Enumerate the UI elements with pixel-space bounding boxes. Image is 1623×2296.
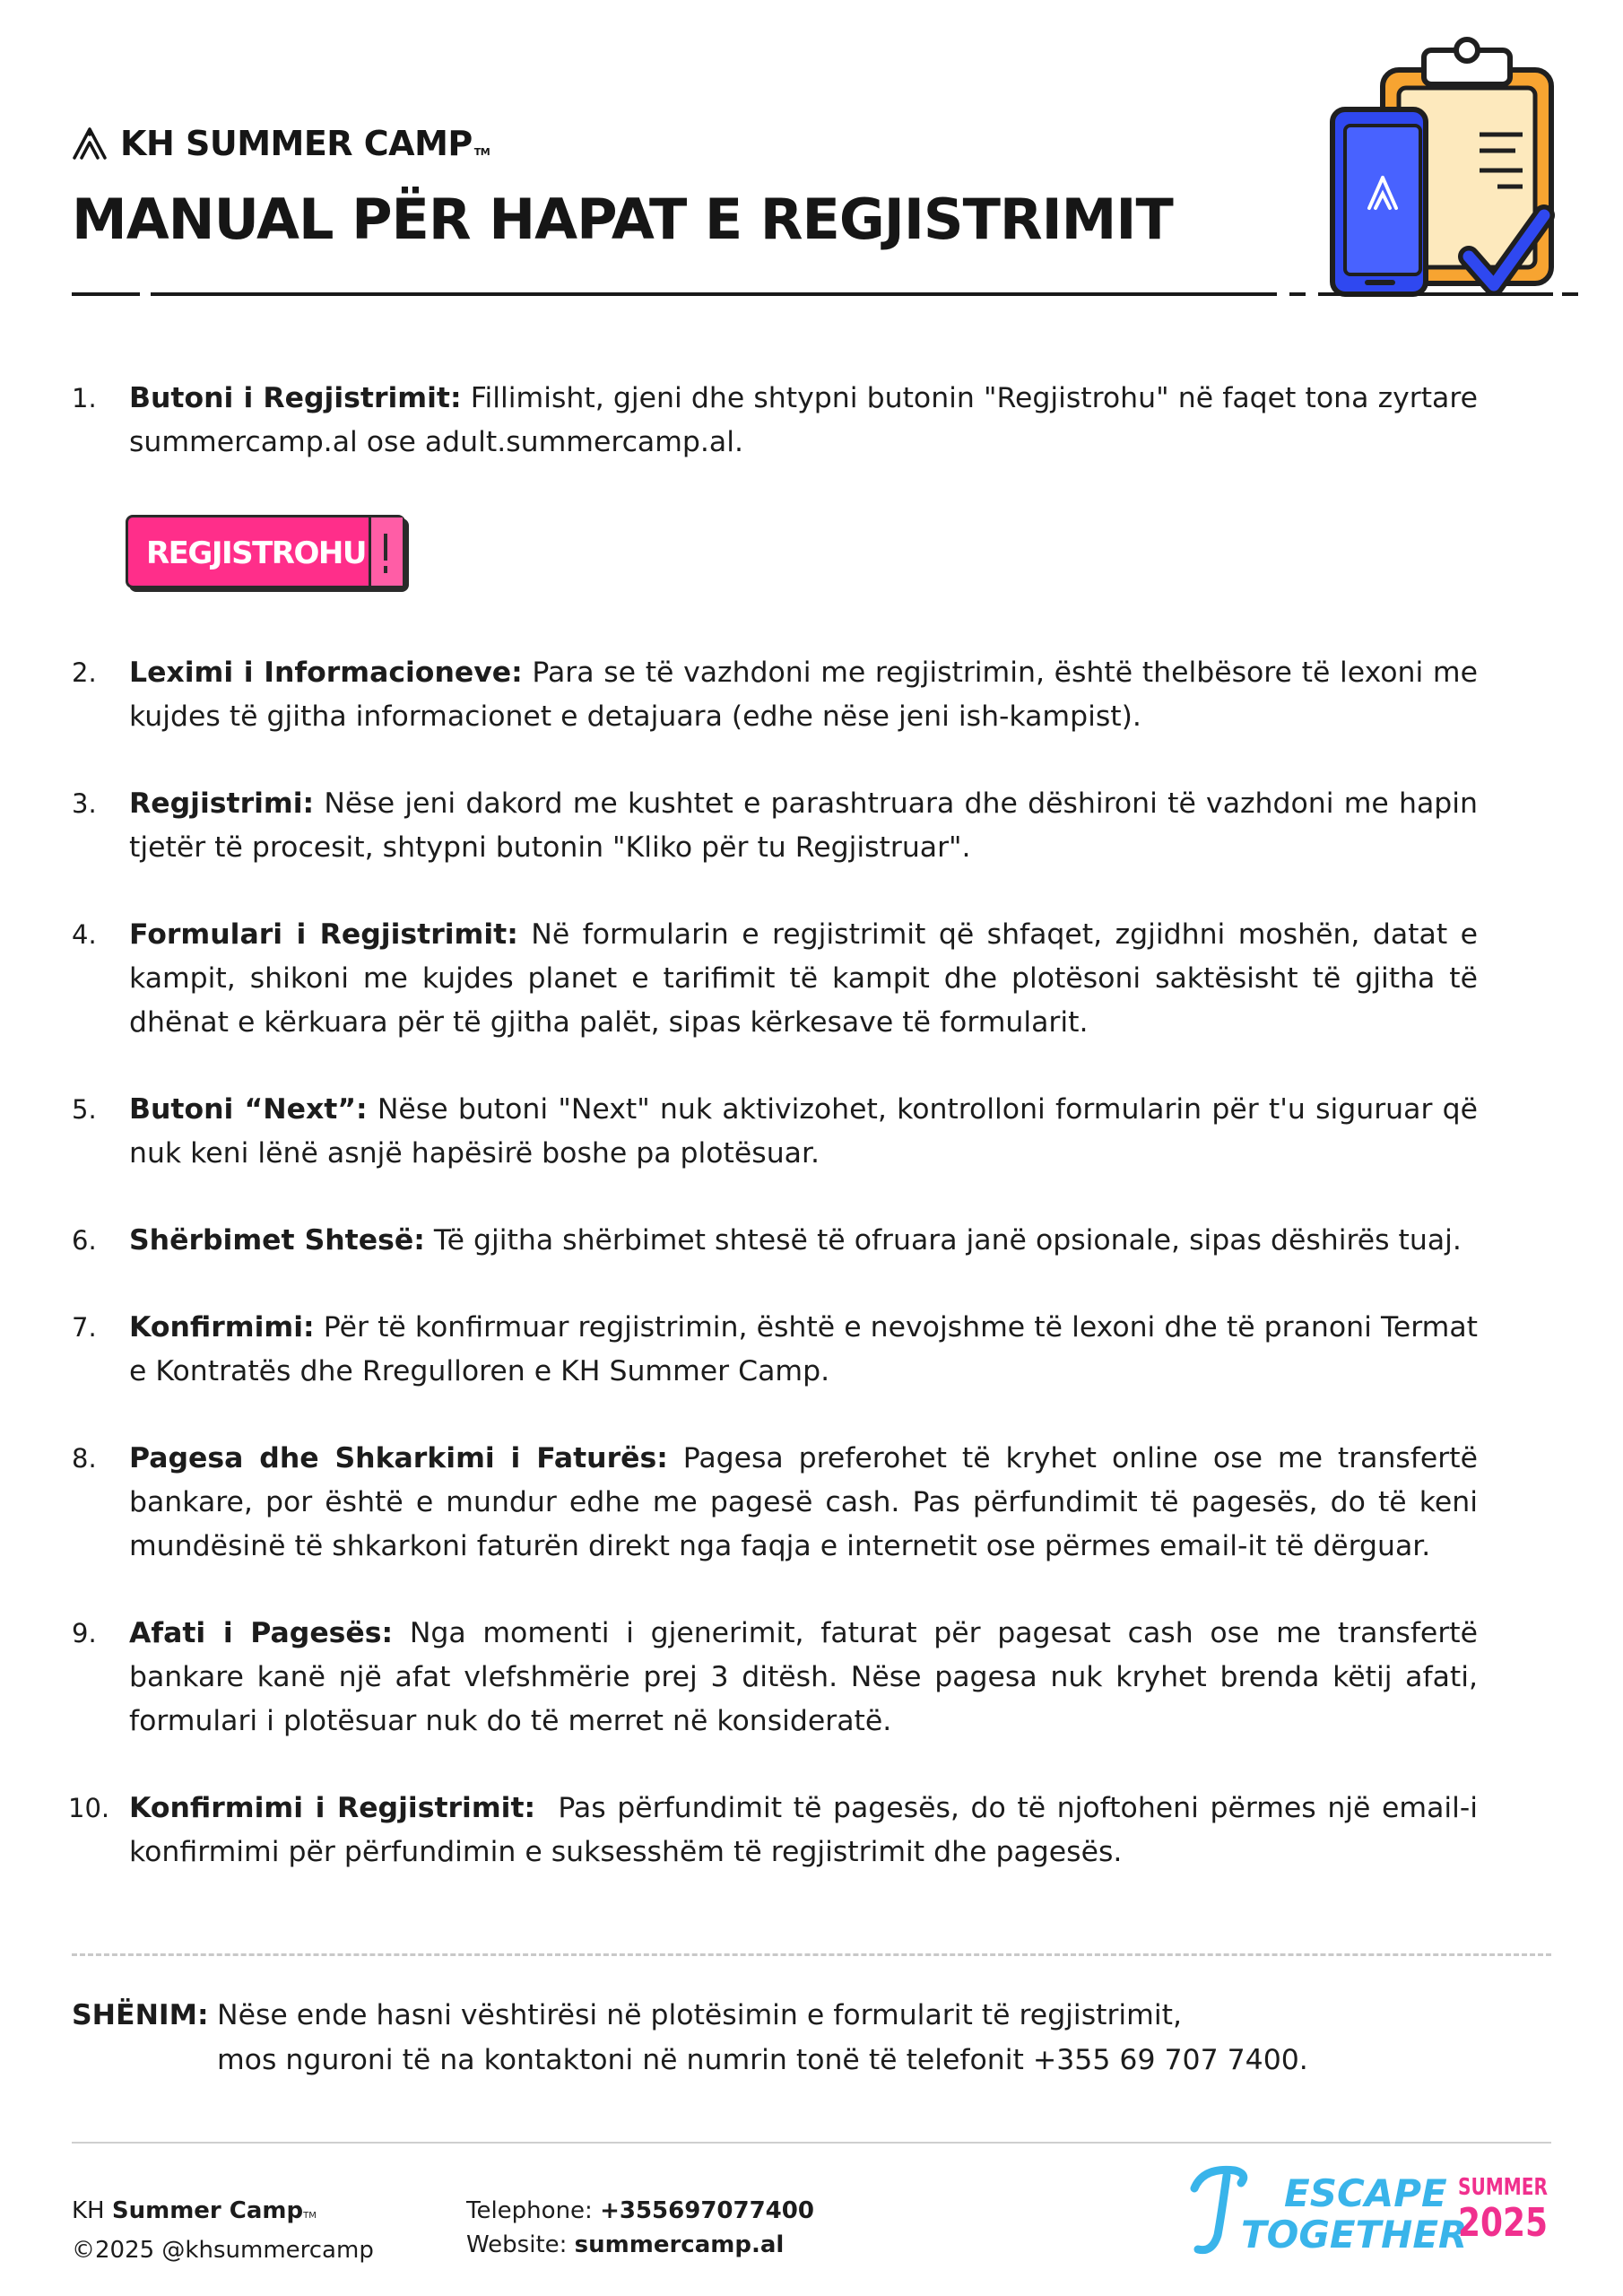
footer-website-link[interactable]: summercamp.al — [574, 2231, 785, 2258]
step-item: 3. Regjistrimi: Nëse jeni dakord me kushtet e parashtruara dhe dëshironi të vazhdoni me hapin tjetër të procesit, shtypni butonin "Kliko për tu Regjistruar". — [72, 787, 1478, 864]
brand-name: KH SUMMER CAMP TM — [120, 124, 490, 163]
header-divider — [72, 292, 140, 296]
step-title: Afati i Pagesës: — [129, 1617, 394, 1649]
step-title: Shërbimet Shtesë: — [129, 1224, 425, 1257]
step-item: 7. Konfirmimi: Për të konfirmuar regjistrimin, është e nevojshme të lexoni dhe të pranoni Termat e Kontratës dhe Rregulloren e KH Summer Camp. — [72, 1311, 1478, 1387]
tent-icon — [72, 127, 108, 160]
footer-copyright: ©2025 @khsummercamp — [72, 2237, 374, 2264]
header-divider — [1289, 292, 1306, 296]
step-item: 2. Leximi i Informacioneve: Para se të vazhdoni me regjistrimin, është thelbësore të lexoni me kujdes të gjitha informacionet e detajuara (edhe nëse jeni ish-kampist). — [72, 657, 1478, 733]
step-text: Nëse butoni "Next" nuk aktivizohet, kontrolloni formularin për t'u siguruar që nuk keni lënë asnjë hapësirë boshe pa plotësuar. — [129, 1093, 1478, 1170]
register-button-label: REGJISTROHU — [146, 535, 366, 571]
step-text: Para se të vazhdoni me regjistrimin, është thelbësore të lexoni me kujdes të gjitha informacionet e detajuara (edhe nëse jeni ish-kampist). — [129, 657, 1478, 733]
header-divider — [1318, 292, 1553, 296]
step-title: Regjistrimi: — [129, 787, 315, 820]
page-title: MANUAL PËR HAPAT E REGJISTRIMIT — [72, 187, 1173, 252]
svg-text:TOGETHER: TOGETHER — [1241, 2213, 1468, 2257]
step-item: 8. Pagesa dhe Shkarkimi i Faturës: Pagesa preferohet të kryhet online ose me transfertë bankare, por është e mundur edhe me pagesë cash. Pas përfundimit të pagesës, do të keni mundësinë të shkarkoni faturën direkt nga faqja e internetit ose përmes email-it të dërguar. — [72, 1442, 1478, 1562]
step-item: 4. Formulari i Regjistrimit: Në formularin e regjistrimit që shfaqet, zgjidhni moshën, datat e kampit, shikoni me kujdes planet e tarifimit të kampit dhe plotësoni saktësisht të gjitha të dhënat e kërkuara për të gjitha palët, sipas kërkesave të formularit. — [72, 918, 1478, 1039]
step-text: Pas përfundimit të pagesës, do të njoftoheni përmes një email-i konfirmimi për përfundimin e suksesshëm të regjistrimit dhe pagesës. — [129, 1792, 1488, 1868]
header-divider — [151, 292, 1277, 296]
step-title: Konfirmimi: — [129, 1311, 315, 1344]
svg-text:SUMMER: SUMMER — [1458, 2174, 1548, 2201]
registration-steps — [68, 377, 1488, 1874]
register-button[interactable] — [126, 515, 405, 588]
step-title: Formulari i Regjistrimit: — [129, 918, 518, 951]
step-text: Fillimisht, gjeni dhe shtypni butonin "Regjistrohu" në faqet tona zyrtare summercamp.al ose adult.summercamp.al. — [129, 382, 1478, 458]
hero-illustration — [1318, 36, 1587, 309]
step-title: Butoni i Regjistrimit: — [129, 382, 462, 414]
register-button-grip — [369, 517, 403, 586]
step-text: Nga momenti i gjenerimit, faturat për pagesat cash ose me transfertë bankare kanë një afat vlefshmërie prej 3 ditësh. Nëse pagesa nuk kryhet brenda këtij afati, formulari i plotësuar nuk do të merret në konsideratë. — [129, 1617, 1478, 1737]
svg-text:ESCAPE: ESCAPE — [1284, 2171, 1447, 2215]
step-title: Konfirmimi i Regjistrimit: — [129, 1792, 536, 1824]
step-item: 5. Butoni “Next”: Nëse butoni "Next" nuk aktivizohet, kontrolloni formularin për t'u siguruar që nuk keni lënë asnjë hapësirë boshe pa plotësuar. — [72, 1093, 1478, 1170]
clipboard-phone-check-icon — [1318, 36, 1587, 305]
step-title: Leximi i Informacioneve: — [129, 657, 523, 689]
step-text: Nëse jeni dakord me kushtet e parashtruara dhe dëshironi të vazhdoni me hapin tjetër të procesit, shtypni butonin "Kliko për tu Regjistruar". — [129, 787, 1478, 864]
note-divider — [72, 1953, 1551, 1956]
step-item: 9. Afati i Pagesës: Nga momenti i gjenerimit, faturat për pagesat cash ose me transfertë bankare kanë një afat vlefshmërie prej 3 ditësh. Nëse pagesa nuk kryhet brenda këtij afati, formulari i plotësuar nuk do të merret në konsideratë. — [72, 1617, 1478, 1737]
footer-divider — [72, 2142, 1551, 2144]
svg-text:2025: 2025 — [1458, 2200, 1548, 2246]
header-divider — [1562, 292, 1578, 296]
summer-2025-logo — [1454, 2164, 1553, 2248]
footer-phone[interactable]: +355697077400 — [600, 2197, 814, 2224]
step-text: Të gjitha shërbimet shtesë të ofruara janë opsionale, sipas dëshirës tuaj. — [424, 1224, 1462, 1257]
step-text: Për të konfirmuar regjistrimin, është e nevojshme të lexoni dhe të pranoni Termat e Kontratës dhe Rregulloren e KH Summer Camp. — [129, 1311, 1478, 1387]
footer-org: KH Summer CampTM ©2025 @khsummercamp — [72, 2194, 374, 2267]
escape-together-logo — [1185, 2161, 1468, 2264]
footer-contact: Telephone: +355697077400 Website: summercamp.al — [466, 2197, 814, 2258]
step-item: 10. Konfirmimi i Regjistrimit: Pas përfundimit të pagesës, do të njoftoheni përmes një email-i konfirmimi për përfundimin e suksesshëm të regjistrimit dhe pagesës. — [68, 1792, 1488, 1868]
step-title: Butoni “Next”: — [129, 1093, 368, 1126]
step-text: Pagesa preferohet të kryhet online ose me transfertë bankare, por është e mundur edhe me pagesë cash. Pas përfundimit të pagesës, do të keni mundësinë të shkarkoni faturën direkt nga faqja e internetit ose përmes email-it të dërguar. — [129, 1442, 1478, 1562]
step-text: Në formularin e regjistrimit që shfaqet, zgjidhni moshën, datat e kampit, shikoni me kujdes planet e tarifimit të kampit dhe plotësoni saktësisht të gjitha të dhënat e kërkuara për të gjitha palët, sipas kërkesave të formularit. — [129, 918, 1478, 1039]
note-text: Nëse ende hasni vështirësi në plotësimin e formularit të regjistrimit, mos nguroni të na kontaktoni në numrin tonë të telefonit +355 69 707 7400. — [217, 1999, 1308, 2076]
brand — [72, 124, 490, 163]
step-title: Pagesa dhe Shkarkimi i Faturës: — [129, 1442, 668, 1474]
note-label: SHËNIM: — [72, 1999, 209, 2031]
step-item: 1. Butoni i Regjistrimit: Fillimisht, gjeni dhe shtypni butonin "Regjistrohu" në faqet tona zyrtare summercamp.al ose adult.summercamp.al. — [72, 382, 1478, 458]
step-item: 6. Shërbimet Shtesë: Të gjitha shërbimet shtesë të ofruara janë opsionale, sipas dëshirës tuaj. — [72, 1224, 1462, 1257]
